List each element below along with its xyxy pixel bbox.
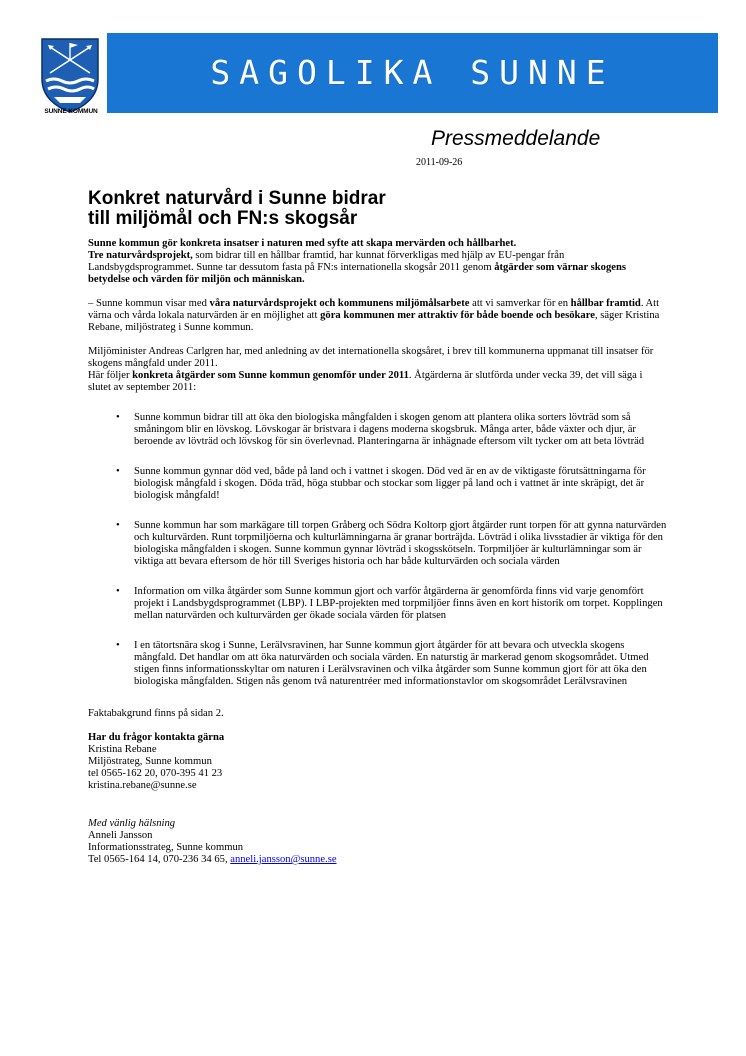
facts-note: Faktabakgrund finns på sidan 2.: [88, 708, 224, 719]
measures-list: [88, 412, 668, 688]
banner-title: SAGOLIKA SUNNE: [210, 53, 615, 92]
sunne-kommun-crest-icon: [38, 33, 102, 117]
quote-paragraph: – Sunne kommun visar med våra naturvårdsprojekt och kommunens miljömålsarbete att vi samverkar för en hållbar framtid. Att värna och vårda lokala naturvärden är en möjlighet att göra kommunen mer attraktiv för både boende och besökare, säger Kristina Rebane, miljöstrateg i Sunne kommun.: [88, 298, 660, 333]
crest-caption: SUNNE KOMMUN: [44, 108, 98, 115]
contact-heading: Har du frågor kontakta gärna: [88, 732, 225, 743]
list-item: • Sunne kommun bidrar till att öka den biologiska mångfalden i skogen genom att plantera olika sorters lövträd som så småningom blir en lövskog. Lövskogar är bristvara i dagens moderna skogsbruk. Många arter, både växter och djur, är beroende av lövträd och lövskog för sin överlevnad. Planteringarna är inhägnade eftersom vilt tycker om att beta lövträd: [116, 412, 645, 447]
page-header: [38, 33, 718, 118]
document-type-label: Pressmeddelande: [431, 127, 601, 150]
signoff-name: Anneli Jansson: [88, 830, 153, 841]
signoff-title: Informationsstrateg, Sunne kommun: [88, 842, 244, 853]
measures-intro: Här följer konkreta åtgärder som Sunne kommun genomför under 2011. Åtgärderna är slutförda under vecka 39, det vill säga i slutet av september 2011:: [88, 370, 643, 393]
contact-phone: tel 0565-162 20, 070-395 41 23: [88, 768, 223, 779]
signoff-greeting: Med vänlig hälsning: [88, 818, 176, 829]
intro-paragraph: Tre naturvårdsprojekt, som bidrar till en hållbar framtid, har kunnat förverkligas med hjälp av EU-pengar från Landsbygdsprogrammet. Sunne tar dessutom fasta på FN:s internationella skogsår 2011 genom åtgärder som värnar skogens betydelse och värden för miljön och människan.: [88, 250, 626, 285]
bullet-icon: •: [116, 520, 120, 531]
list-item: • Sunne kommun gynnar död ved, både på land och i vattnet i skogen. Död ved är en av de viktigaste förutsättningarna för biologisk mångfald i skogen. Döda träd, höga stubbar och stockar som ligger på land och i vattnet är inte skräpigt, det är biologisk mångfald!: [116, 466, 646, 501]
list-item: • Information om vilka åtgärder som Sunne kommun gjort och varför åtgärderna är genomförda finns vid varje genomfört projekt i Landsbygdsprogrammet (LBP). I LBP-projekten med torpmiljöer finns även en kort historik om torpet. Kopplingen mellan naturvärden och kulturvärden ger ökade sociala värden för platsen: [116, 586, 663, 621]
contact-name: Kristina Rebane: [88, 744, 157, 755]
document-date: 2011-09-26: [416, 157, 463, 168]
press-body: [88, 238, 668, 866]
context-paragraph: Miljöminister Andreas Carlgren har, med anledning av det internationella skogsåret, i brev till kommunerna uppmanat till insatser för skogens mångfald under 2011.: [88, 346, 654, 369]
headline-line-1: Konkret naturvård i Sunne bidrar: [88, 188, 386, 209]
bullet-icon: •: [116, 640, 120, 651]
bullet-icon: •: [116, 466, 120, 477]
contact-title: Miljöstrateg, Sunne kommun: [88, 756, 212, 767]
bullet-icon: •: [116, 586, 120, 597]
intro-lead: Sunne kommun gör konkreta insatser i naturen med syfte att skapa mervärden och hållbarhet.: [88, 238, 517, 249]
contact-email: kristina.rebane@sunne.se: [88, 780, 197, 791]
list-item: • Sunne kommun har som markägare till torpen Gråberg och Södra Koltorp gjort åtgärder runt torpen för att gynna naturvärden och kulturvärden. Runt torpmiljöerna och kulturlämningarna är granar borträjda. Lövträd i olika livsstadier är viktiga för den biologiska mångfalden i skogen. Sunne kommun gynnar lövträd i skogsskötseln. Torpmiljöer är kulturlämningar som är viktiga att bevara eftersom de hör till Sveriges historia och har både kulturvärden och sociala värden: [116, 520, 667, 567]
banner: [107, 33, 718, 113]
list-item: • I en tätortsnära skog i Sunne, Lerälvsravinen, har Sunne kommun gjort åtgärder för att bevara och utveckla skogens mångfald. Det handlar om att öka naturvärden och sociala värden. En naturstig är markerad genom skogsområdet. Utmed stigen finns informationsskyltar om naturen i Lerälvsravinen och vilka åtgärder som Sunne kommun gjort för att öka den biologiska mångfalden. Stigen nås genom två naturentréer med informationstavlor om skogsområdet Lerälvsravinen: [116, 640, 649, 687]
signoff-email-link[interactable]: anneli.jansson@sunne.se: [230, 854, 337, 865]
headline-line-2: till miljömål och FN:s skogsår: [88, 208, 358, 229]
signoff-contact: Tel 0565-164 14, 070-236 34 65, anneli.jansson@sunne.se: [88, 854, 337, 865]
bullet-icon: •: [116, 412, 120, 423]
headline: [88, 189, 588, 229]
